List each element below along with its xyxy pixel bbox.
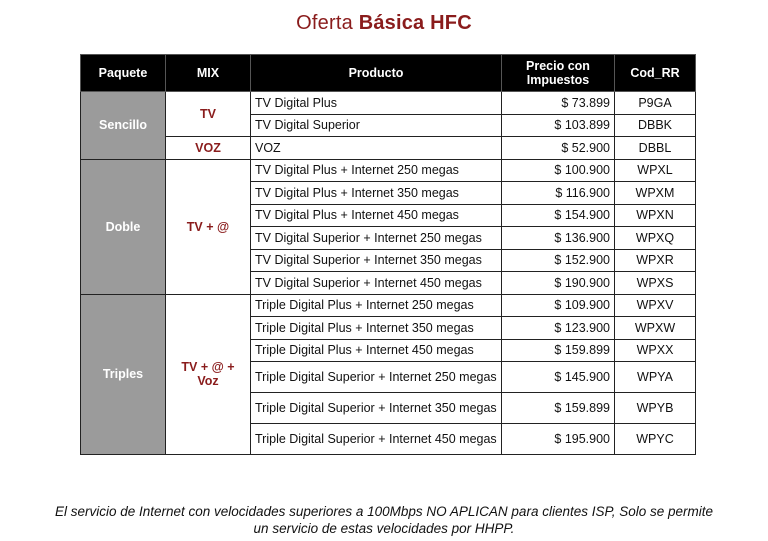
cod-cell: WPXL bbox=[615, 159, 696, 182]
precio-cell: $ 100.900 bbox=[502, 159, 615, 182]
cod-cell: DBBK bbox=[615, 114, 696, 137]
producto-cell: TV Digital Superior + Internet 450 megas bbox=[251, 272, 502, 295]
table-row bbox=[81, 294, 696, 317]
table-header-row bbox=[81, 55, 696, 92]
header-precio bbox=[502, 55, 615, 92]
cod-cell: WPXX bbox=[615, 339, 696, 362]
mix-cell: TV bbox=[166, 92, 251, 137]
precio-cell: $ 145.900 bbox=[502, 362, 615, 393]
precio-cell: $ 52.900 bbox=[502, 137, 615, 160]
cod-cell: WPYB bbox=[615, 393, 696, 424]
producto-cell: TV Digital Plus bbox=[251, 92, 502, 115]
header-producto: Producto bbox=[251, 55, 502, 92]
title-emphasis: Básica HFC bbox=[358, 12, 472, 34]
paquete-cell: Doble bbox=[81, 159, 166, 294]
precio-cell: $ 152.900 bbox=[502, 249, 615, 272]
precio-cell: $ 116.900 bbox=[502, 182, 615, 205]
producto-cell: TV Digital Superior + Internet 250 megas bbox=[251, 227, 502, 250]
producto-cell: TV Digital Superior bbox=[251, 114, 502, 137]
precio-cell: $ 190.900 bbox=[502, 272, 615, 295]
precio-cell: $ 136.900 bbox=[502, 227, 615, 250]
footer-line-2: un servicio de estas velocidades por HHPP. bbox=[253, 521, 515, 536]
cod-cell: WPXM bbox=[615, 182, 696, 205]
producto-cell: VOZ bbox=[251, 137, 502, 160]
cod-cell: WPXS bbox=[615, 272, 696, 295]
table-row bbox=[81, 92, 696, 115]
precio-cell: $ 109.900 bbox=[502, 294, 615, 317]
precio-cell: $ 103.899 bbox=[502, 114, 615, 137]
offer-table bbox=[80, 54, 696, 455]
precio-cell: $ 123.900 bbox=[502, 317, 615, 340]
producto-cell: TV Digital Plus + Internet 450 megas bbox=[251, 204, 502, 227]
producto-cell: Triple Digital Plus + Internet 250 megas bbox=[251, 294, 502, 317]
precio-cell: $ 195.900 bbox=[502, 424, 615, 455]
precio-cell: $ 159.899 bbox=[502, 339, 615, 362]
cod-cell: WPXN bbox=[615, 204, 696, 227]
precio-cell: $ 73.899 bbox=[502, 92, 615, 115]
header-mix: MIX bbox=[166, 55, 251, 92]
page-title bbox=[0, 12, 768, 35]
cod-cell: WPXR bbox=[615, 249, 696, 272]
table-row bbox=[81, 159, 696, 182]
producto-cell: TV Digital Plus + Internet 250 megas bbox=[251, 159, 502, 182]
cod-cell: P9GA bbox=[615, 92, 696, 115]
precio-cell: $ 154.900 bbox=[502, 204, 615, 227]
cod-cell: WPXW bbox=[615, 317, 696, 340]
header-cod: Cod_RR bbox=[615, 55, 696, 92]
header-paquete: Paquete bbox=[81, 55, 166, 92]
producto-cell: Triple Digital Superior + Internet 450 megas bbox=[251, 424, 502, 455]
producto-cell: Triple Digital Superior + Internet 250 megas bbox=[251, 362, 502, 393]
producto-cell: Triple Digital Superior + Internet 350 megas bbox=[251, 393, 502, 424]
producto-cell: Triple Digital Plus + Internet 350 megas bbox=[251, 317, 502, 340]
table-row bbox=[81, 137, 696, 160]
producto-cell: TV Digital Superior + Internet 350 megas bbox=[251, 249, 502, 272]
mix-cell: TV + @ bbox=[166, 159, 251, 294]
paquete-cell: Triples bbox=[81, 294, 166, 455]
producto-cell: TV Digital Plus + Internet 350 megas bbox=[251, 182, 502, 205]
precio-cell: $ 159.899 bbox=[502, 393, 615, 424]
footer-line-1: El servicio de Internet con velocidades superiores a 100Mbps NO APLICAN para clientes ISP, Solo se permite bbox=[54, 504, 714, 519]
table-body bbox=[81, 92, 696, 455]
cod-cell: DBBL bbox=[615, 137, 696, 160]
cod-cell: WPYA bbox=[615, 362, 696, 393]
paquete-cell: Sencillo bbox=[81, 92, 166, 160]
mix-cell: TV + @ + Voz bbox=[166, 294, 251, 455]
header-precio-line1: Precio con bbox=[526, 59, 590, 73]
footer-note bbox=[0, 503, 768, 537]
cod-cell: WPYC bbox=[615, 424, 696, 455]
header-precio-line2: Impuestos bbox=[526, 73, 590, 87]
cod-cell: WPXV bbox=[615, 294, 696, 317]
title-prefix: Oferta bbox=[296, 12, 353, 34]
mix-cell: VOZ bbox=[166, 137, 251, 160]
producto-cell: Triple Digital Plus + Internet 450 megas bbox=[251, 339, 502, 362]
cod-cell: WPXQ bbox=[615, 227, 696, 250]
